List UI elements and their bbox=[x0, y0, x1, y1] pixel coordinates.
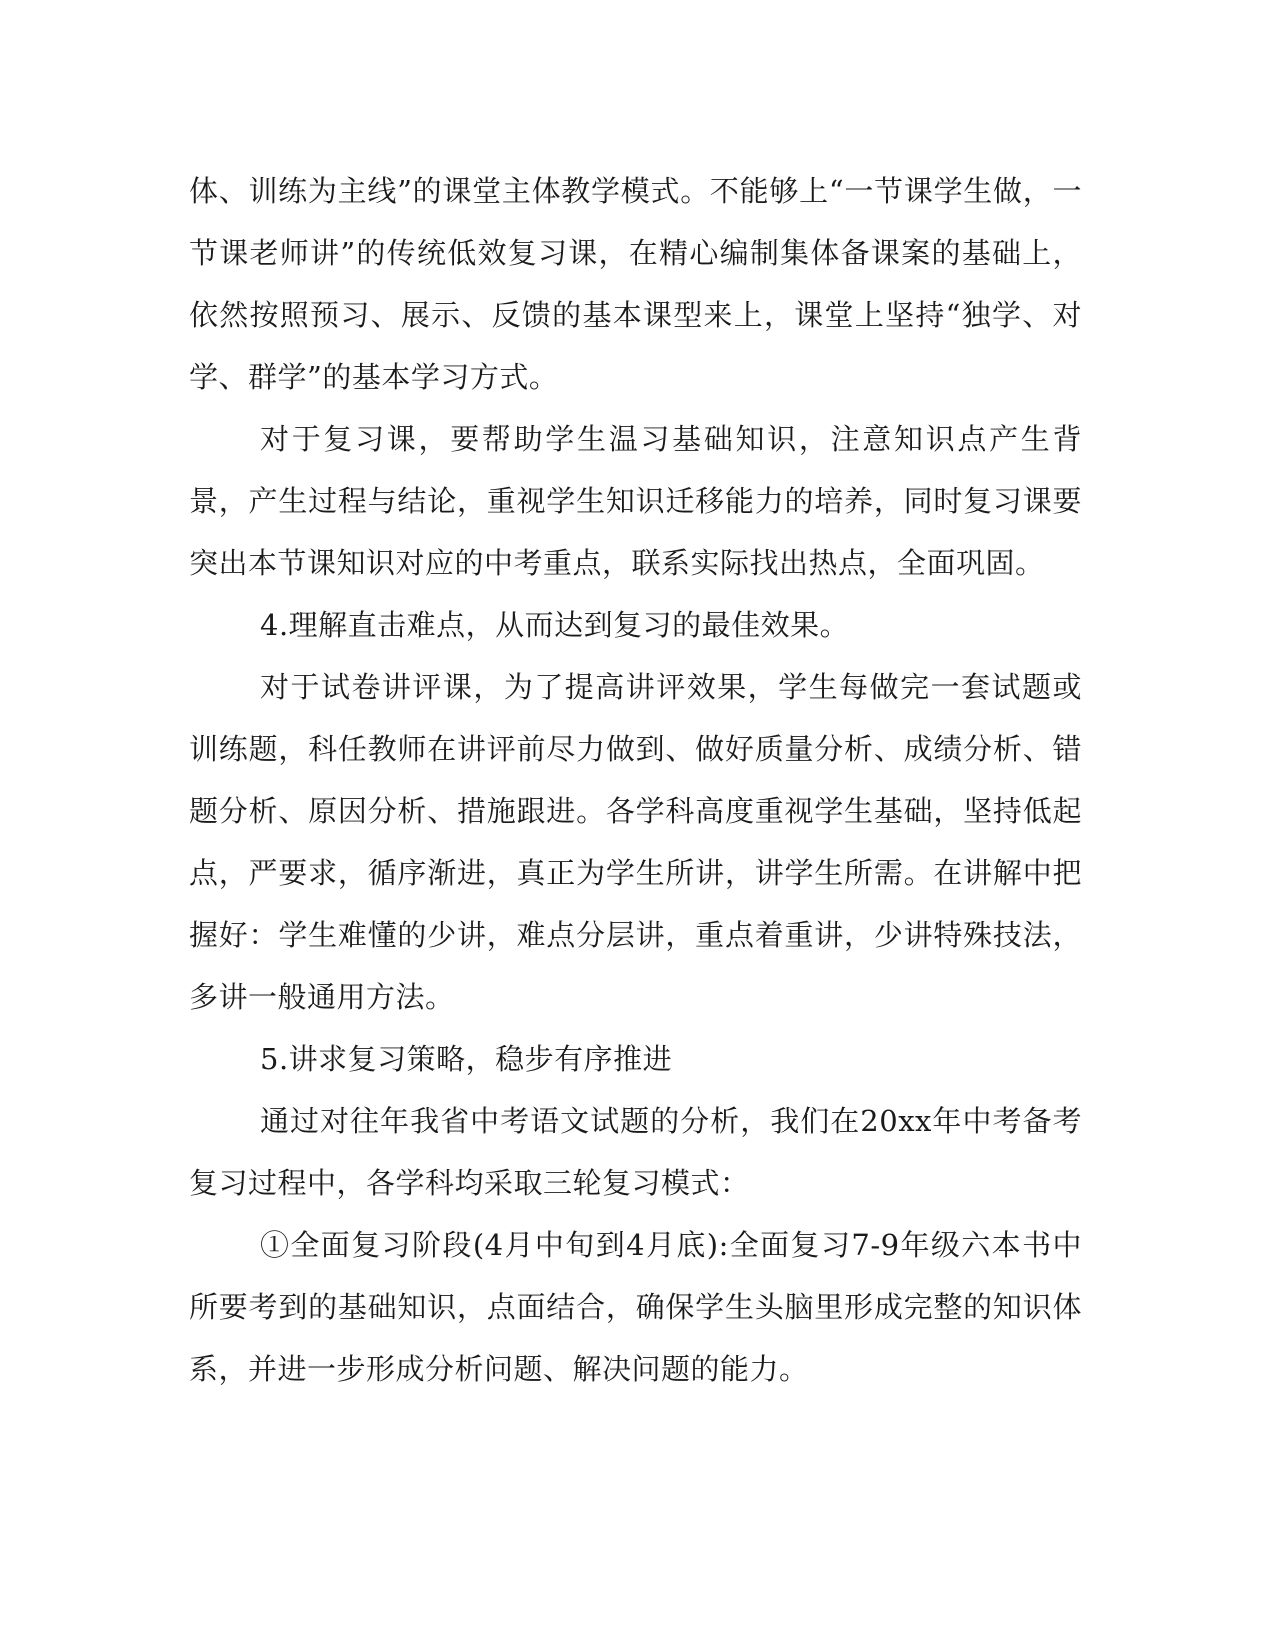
paragraph-3: 对于试卷讲评课，为了提高讲评效果，学生每做完一套试题或训练题，科任教师在讲评前尽力做到、做好质量分析、成绩分析、错题分析、原因分析、措施跟进。各学科高度重视学生基础，坚持低起点，严要求，循序渐进，真正为学生所讲，讲学生所需。在讲解中把握好：学生难懂的少讲，难点分层讲，重点着重讲，少讲特殊技法，多讲一般通用方法。 bbox=[189, 670, 1082, 1014]
document-body bbox=[189, 160, 1082, 1400]
paragraph-5: ①全面复习阶段(4月中旬到4月底):全面复习7-9年级六本书中所要考到的基础知识，点面结合，确保学生头脑里形成完整的知识体系，并进一步形成分析问题、解决问题的能力。 bbox=[189, 1228, 1082, 1386]
heading-4: 4.理解直击难点，从而达到复习的最佳效果。 bbox=[260, 608, 850, 642]
paragraph-1: 体、训练为主线”的课堂主体教学模式。不能够上“一节课学生做，一节课老师讲”的传统低效复习课，在精心编制集体备课案的基础上，依然按照预习、展示、反馈的基本课型来上，课堂上坚持“独学、对学、群学”的基本学习方式。 bbox=[189, 174, 1082, 394]
paragraph-4: 通过对往年我省中考语文试题的分析，我们在20xx年中考备考复习过程中，各学科均采取三轮复习模式： bbox=[189, 1104, 1082, 1200]
paragraph-2: 对于复习课，要帮助学生温习基础知识，注意知识点产生背景，产生过程与结论，重视学生知识迁移能力的培养，同时复习课要突出本节课知识对应的中考重点，联系实际找出热点，全面巩固。 bbox=[189, 422, 1082, 580]
heading-5: 5.讲求复习策略，稳步有序推进 bbox=[260, 1042, 673, 1076]
